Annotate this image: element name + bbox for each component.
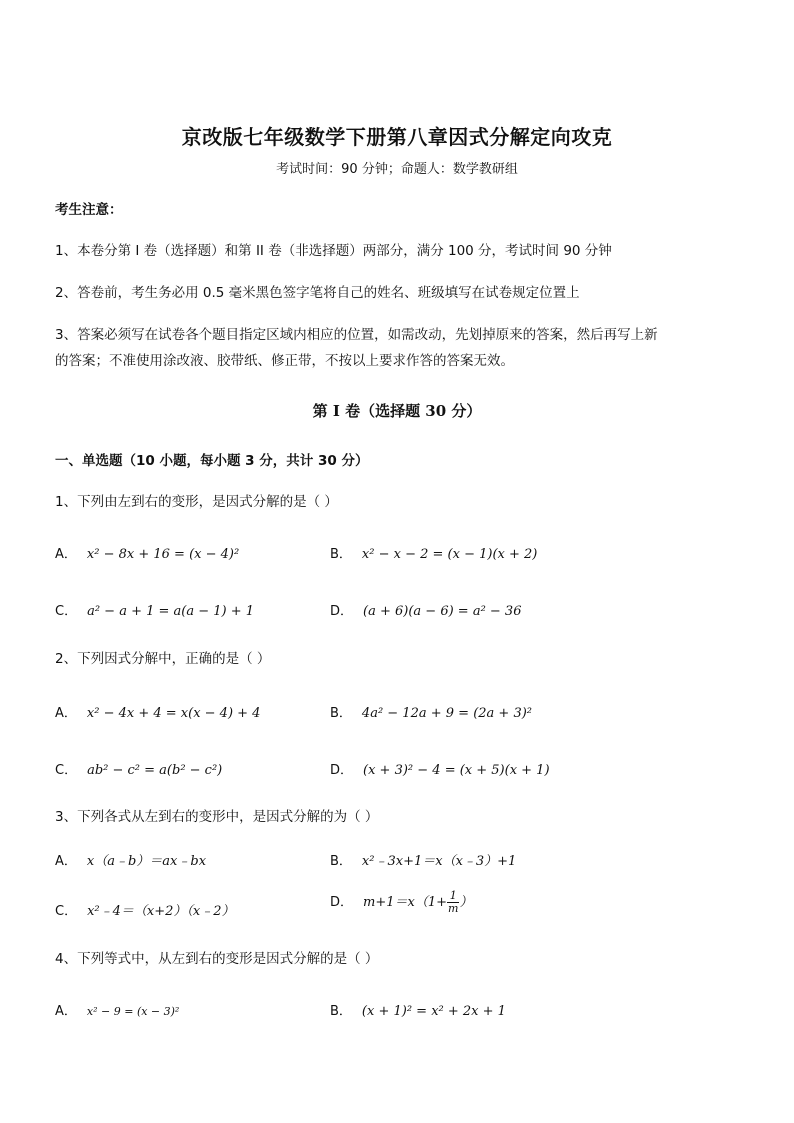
- option-text: x² − 9 = (x − 3)²: [86, 1005, 180, 1018]
- question-3-stem: 3、下列各式从左到右的变形中，是因式分解的为（ ）: [55, 809, 379, 825]
- option-text: x² − 4x + 4 = x(x − 4) + 4: [86, 706, 261, 721]
- fraction-numerator: 1: [447, 890, 459, 903]
- note-2: 2、答卷前，考生务必用 0.5 毫米黑色签字笔将自己的姓名、班级填写在试卷规定位置上: [55, 285, 580, 301]
- option-text: x（a﹣b）＝ax﹣bx: [86, 854, 207, 869]
- question-3-option-d[interactable]: [330, 890, 472, 915]
- exam-info: 考试时间：90 分钟；命题人：数学教研组: [276, 162, 518, 177]
- question-1-option-a[interactable]: [55, 543, 239, 562]
- question-3-option-c[interactable]: [55, 900, 235, 919]
- option-label: C．: [55, 904, 78, 919]
- question-3-option-b[interactable]: [330, 850, 516, 869]
- option-label: B．: [330, 706, 352, 721]
- option-text: (x + 3)² − 4 = (x + 5)(x + 1): [363, 763, 550, 778]
- question-4-option-b[interactable]: [330, 1000, 506, 1019]
- option-text-prefix: m+1＝x（1+: [363, 895, 448, 910]
- option-label: A．: [55, 1004, 77, 1019]
- question-4-stem: 4、下列等式中，从左到右的变形是因式分解的是（ ）: [55, 951, 379, 967]
- option-text: ab² − c² = a(b² − c²): [87, 763, 223, 778]
- option-text: x²﹣4＝（x+2）（x﹣2）: [87, 904, 235, 919]
- option-label: B．: [330, 547, 352, 562]
- fraction: [447, 890, 459, 915]
- option-text: x²﹣3x+1＝x（x﹣3）+1: [361, 854, 517, 869]
- fraction-denominator: m: [448, 902, 459, 915]
- option-text: x² − x − 2 = (x − 1)(x + 2): [361, 547, 538, 562]
- option-label: B．: [330, 1004, 352, 1019]
- question-2-stem: 2、下列因式分解中，正确的是（ ）: [55, 651, 271, 667]
- question-2-option-c[interactable]: [55, 759, 222, 778]
- question-1-option-d[interactable]: [330, 600, 521, 619]
- option-text: a² − a + 1 = a(a − 1) + 1: [87, 604, 255, 619]
- option-label: A．: [55, 854, 77, 869]
- option-text: (a + 6)(a − 6) = a² − 36: [363, 604, 522, 619]
- option-label: D．: [330, 763, 354, 778]
- note-3: 3、答案必须写在试卷各个题目指定区域内相应的位置，如需改动，先划掉原来的答案，然后再写上新: [55, 327, 658, 343]
- option-text: x² − 8x + 16 = (x − 4)²: [86, 547, 240, 562]
- question-4-option-a[interactable]: [55, 1000, 179, 1019]
- question-1-option-c[interactable]: [55, 600, 254, 619]
- part-heading: 一、单选题（10 小题，每小题 3 分，共计 30 分）: [55, 453, 369, 469]
- option-label: A．: [55, 547, 77, 562]
- note-1: 1、本卷分第 I 卷（选择题）和第 II 卷（非选择题）两部分，满分 100 分，考试时间 90 分钟: [55, 243, 612, 259]
- option-text: 4a² − 12a + 9 = (2a + 3)²: [361, 706, 532, 721]
- question-2-option-d[interactable]: [330, 759, 550, 778]
- page-title: 京改版七年级数学下册第八章因式分解定向攻克: [181, 125, 613, 149]
- option-label: B．: [330, 854, 352, 869]
- question-1-option-b[interactable]: [330, 543, 537, 562]
- question-2-option-a[interactable]: [55, 702, 260, 721]
- option-text: (x + 1)² = x² + 2x + 1: [361, 1004, 506, 1019]
- question-2-option-b[interactable]: [330, 702, 532, 721]
- question-3-option-a[interactable]: [55, 850, 206, 869]
- option-text-suffix: ）: [459, 895, 473, 910]
- option-label: C．: [55, 763, 78, 778]
- note-3-continued: 的答案；不准使用涂改液、胶带纸、修正带，不按以上要求作答的答案无效。: [55, 353, 514, 369]
- question-1-stem: 1、下列由左到右的变形，是因式分解的是（ ）: [55, 494, 338, 510]
- section-title: 第 I 卷（选择题 30 分）: [312, 402, 482, 420]
- option-label: D．: [330, 895, 354, 910]
- option-label: D．: [330, 604, 354, 619]
- notes-heading: 考生注意：: [55, 202, 123, 218]
- option-label: A．: [55, 706, 77, 721]
- option-label: C．: [55, 604, 78, 619]
